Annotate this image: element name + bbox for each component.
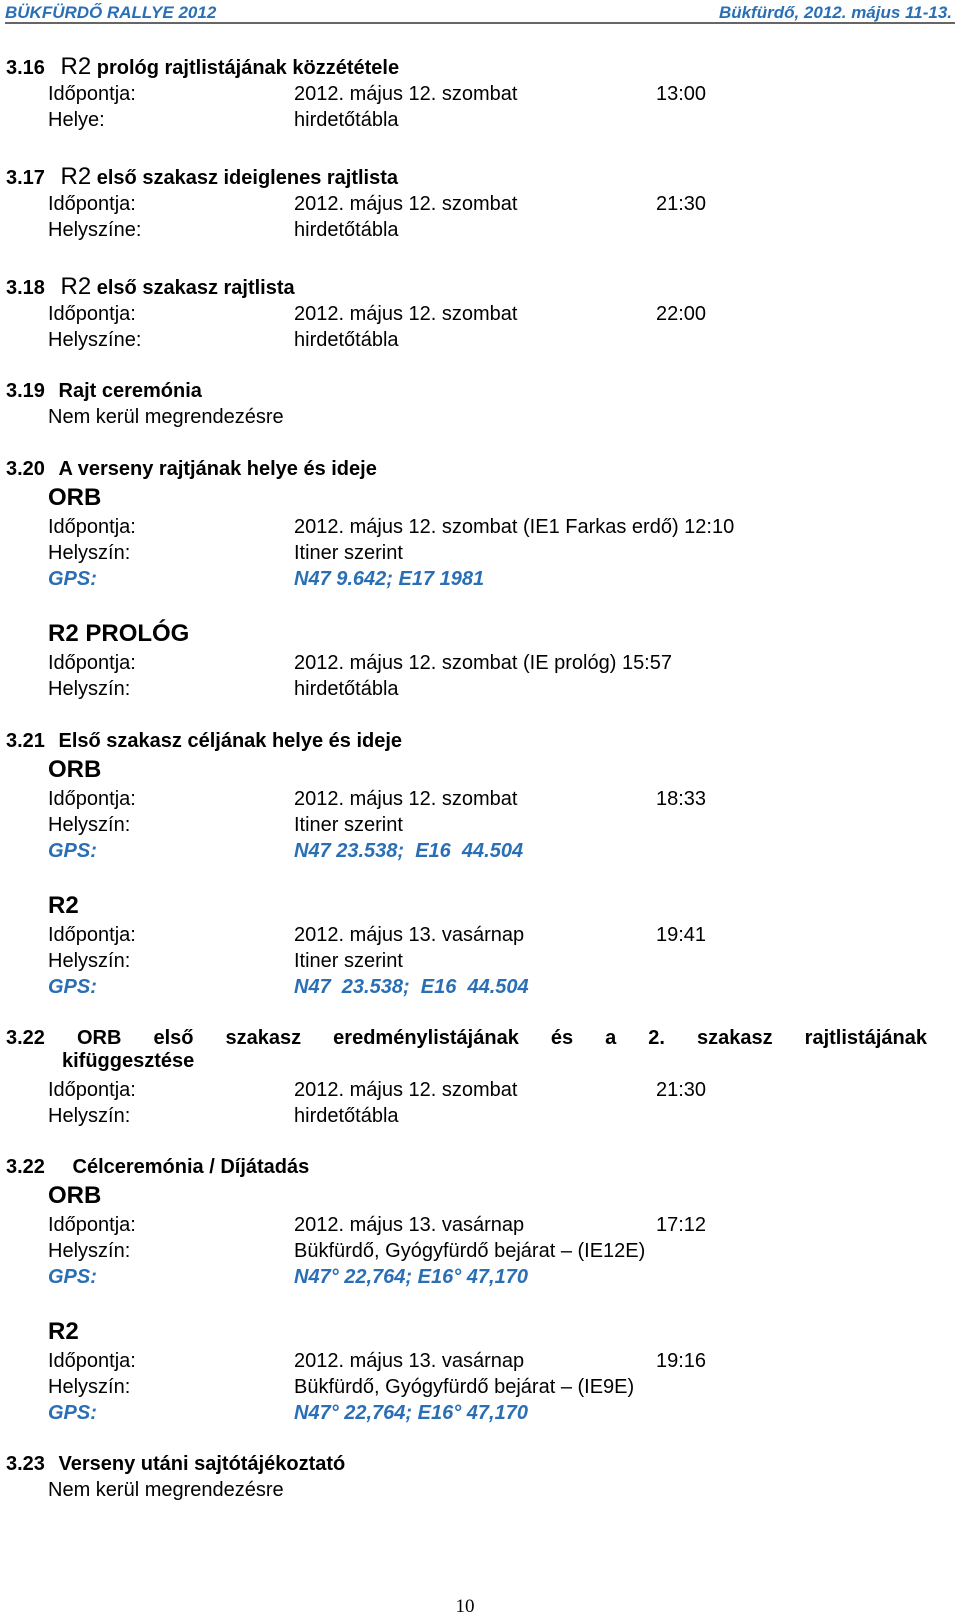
label-gps: GPS: — [48, 1266, 97, 1288]
section-3-22-ceremony-heading — [6, 1156, 309, 1179]
value-date: 2012. május 12. szombat — [294, 83, 518, 105]
value-time: 21:30 — [656, 193, 707, 215]
heading-word: 2. — [648, 1027, 665, 1049]
section-3-19-heading — [6, 380, 202, 403]
value-place: Itiner szerint — [294, 542, 403, 564]
header-date: Bükfürdő, 2012. május 11-13. — [718, 3, 952, 22]
section-title: prológ rajtlistájának közzététele — [96, 57, 400, 79]
value-date: 2012. május 12. szombat — [294, 788, 518, 810]
value-date: 2012. május 13. vasárnap — [294, 1350, 525, 1372]
label-place: Helyszín: — [48, 950, 131, 972]
label-time: Időpontja: — [48, 1214, 136, 1236]
heading-word: szakasz — [697, 1027, 773, 1049]
value-place: hirdetőtábla — [294, 1105, 399, 1127]
value-date: 2012. május 12. szombat (IE1 Farkas erdő) 12:10 — [294, 516, 735, 538]
value-date: 2012. május 12. szombat — [294, 303, 518, 325]
section-title: Első szakasz céljának helye és ideje — [58, 730, 403, 752]
value-date: 2012. május 12. szombat — [294, 1079, 518, 1101]
section-3-17-heading — [6, 163, 398, 191]
value-gps: N47 23.538; E16 44.504 — [294, 840, 524, 862]
heading-word: és — [550, 1027, 574, 1049]
subheading-orb: ORB — [48, 484, 102, 511]
section-number: 3.18 — [6, 277, 45, 299]
label-place: Helyszín: — [48, 814, 131, 836]
subheading-orb: ORB — [48, 1182, 102, 1209]
subheading-r2: R2 — [48, 1318, 79, 1345]
section-3-20-heading — [6, 458, 377, 481]
value-time: 21:30 — [656, 1079, 707, 1101]
value-gps: N47 9.642; E17 1981 — [294, 568, 485, 590]
note-text: Nem kerül megrendezésre — [48, 1479, 284, 1501]
section-3-21-heading — [6, 730, 402, 753]
heading-line-1 — [6, 1027, 927, 1050]
r2-label: R2 — [60, 53, 92, 80]
section-number: 3.21 — [6, 730, 45, 752]
value-time: 22:00 — [656, 303, 707, 325]
value-place: hirdetőtábla — [294, 678, 399, 700]
value-date: 2012. május 12. szombat (IE prológ) 15:57 — [294, 652, 672, 674]
value-date: 2012. május 13. vasárnap — [294, 1214, 525, 1236]
label-gps: GPS: — [48, 840, 97, 862]
label-time: Időpontja: — [48, 303, 136, 325]
value-place: hirdetőtábla — [294, 219, 399, 241]
section-title: Célceremónia / Díjátadás — [72, 1156, 310, 1178]
label-place: Helyszín: — [48, 542, 131, 564]
value-time: 18:33 — [656, 788, 707, 810]
section-title: Verseny utáni sajtótájékoztató — [58, 1453, 346, 1475]
label-time: Időpontja: — [48, 193, 136, 215]
label-place: Helye: — [48, 109, 105, 131]
heading-line-2: kifüggesztése — [62, 1050, 195, 1072]
label-place: Helyszín: — [48, 678, 131, 700]
label-place: Helyszín: — [48, 1105, 131, 1127]
page-number: 10 — [455, 1596, 475, 1617]
subheading-r2-prolog: R2 PROLÓG — [48, 620, 190, 647]
section-number: 3.16 — [6, 57, 45, 79]
heading-word: a — [605, 1027, 617, 1049]
section-number: 3.22 — [6, 1156, 45, 1178]
value-gps: N47° 22,764; E16° 47,170 — [294, 1402, 528, 1424]
value-place: Bükfürdő, Gyógyfürdő bejárat – (IE12E) — [294, 1240, 646, 1262]
label-time: Időpontja: — [48, 1079, 136, 1101]
heading-word: rajtlistájának — [804, 1027, 927, 1049]
heading-word: első — [153, 1027, 194, 1049]
r2-label: R2 — [60, 273, 92, 300]
section-number: 3.17 — [6, 167, 45, 189]
subheading-orb: ORB — [48, 756, 102, 783]
value-gps: N47 23.538; E16 44.504 — [294, 976, 529, 998]
section-title: Rajt ceremónia — [58, 380, 202, 402]
value-gps: N47° 22,764; E16° 47,170 — [294, 1266, 528, 1288]
label-place: Helyszíne: — [48, 219, 142, 241]
label-place: Helyszín: — [48, 1376, 131, 1398]
value-place: Bükfürdő, Gyógyfürdő bejárat – (IE9E) — [294, 1376, 635, 1398]
label-gps: GPS: — [48, 976, 97, 998]
value-time: 19:16 — [656, 1350, 707, 1372]
label-time: Időpontja: — [48, 516, 136, 538]
label-time: Időpontja: — [48, 83, 136, 105]
section-number: 3.20 — [6, 458, 45, 480]
label-time: Időpontja: — [48, 924, 136, 946]
section-title: A verseny rajtjának helye és ideje — [58, 458, 377, 480]
label-time: Időpontja: — [48, 652, 136, 674]
value-time: 17:12 — [656, 1214, 707, 1236]
section-3-23-heading — [6, 1453, 345, 1476]
section-number: 3.23 — [6, 1453, 45, 1475]
value-place: hirdetőtábla — [294, 109, 399, 131]
value-place: hirdetőtábla — [294, 329, 399, 351]
section-title: első szakasz rajtlista — [96, 277, 295, 299]
heading-word: 3.22 — [6, 1027, 45, 1049]
value-place: Itiner szerint — [294, 814, 403, 836]
header-rule — [5, 22, 955, 24]
value-time: 13:00 — [656, 83, 707, 105]
section-3-22-results-heading — [6, 1027, 927, 1073]
label-place: Helyszíne: — [48, 329, 142, 351]
header-title: BÜKFÜRDŐ RALLYE 2012 — [5, 3, 217, 22]
value-place: Itiner szerint — [294, 950, 403, 972]
section-3-18-heading — [6, 273, 295, 301]
heading-word: eredménylistájának — [333, 1027, 519, 1049]
label-place: Helyszín: — [48, 1240, 131, 1262]
heading-word: szakasz — [225, 1027, 302, 1049]
subheading-r2: R2 — [48, 892, 79, 919]
label-time: Időpontja: — [48, 788, 136, 810]
label-time: Időpontja: — [48, 1350, 136, 1372]
value-date: 2012. május 12. szombat — [294, 193, 518, 215]
section-number: 3.19 — [6, 380, 45, 402]
label-gps: GPS: — [48, 568, 97, 590]
value-date: 2012. május 13. vasárnap — [294, 924, 525, 946]
note-text: Nem kerül megrendezésre — [48, 406, 284, 428]
r2-label: R2 — [60, 163, 92, 190]
label-gps: GPS: — [48, 1402, 97, 1424]
heading-word: ORB — [76, 1027, 122, 1049]
value-time: 19:41 — [656, 924, 707, 946]
section-3-16-heading — [6, 53, 399, 81]
section-title: első szakasz ideiglenes rajtlista — [96, 167, 399, 189]
